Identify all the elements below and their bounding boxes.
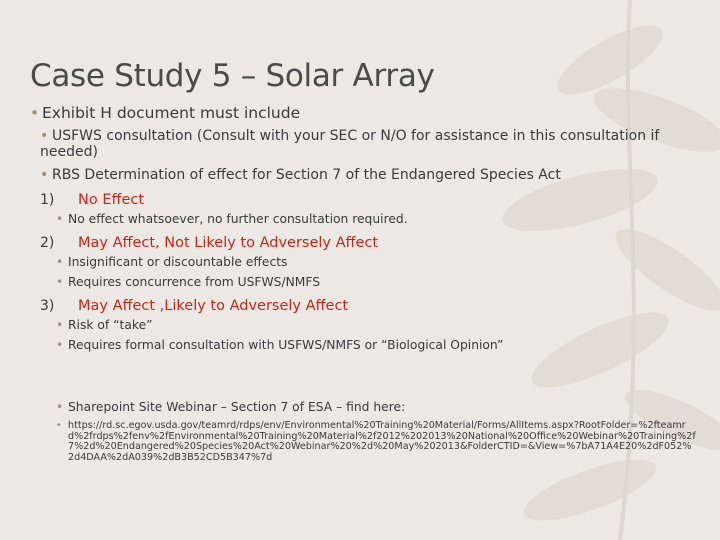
item-number: 2) xyxy=(40,235,55,251)
detail-text: Requires formal consultation with USFWS/NMFS or “Biological Opinion” xyxy=(68,338,504,352)
item-label: May Affect ,Likely to Adversely Affect xyxy=(78,298,349,314)
bullet-icon: • xyxy=(56,420,62,431)
detail-text: No effect whatsoever, no further consultation required. xyxy=(68,212,408,226)
bullet-icon: • xyxy=(56,255,64,269)
bullet-icon: • xyxy=(56,338,64,352)
bullet-icon: • xyxy=(56,318,64,332)
item-label: No Effect xyxy=(78,192,145,208)
slide-title: Case Study 5 – Solar Array xyxy=(30,58,435,94)
sub-bullet-usfws xyxy=(40,128,690,160)
bullet-icon: • xyxy=(40,128,49,144)
bullet-icon: • xyxy=(40,167,49,183)
sub-bullet-rbs xyxy=(40,167,561,183)
detail-text: Insignificant or discountable effects xyxy=(68,255,288,269)
numbered-item-2-detail xyxy=(56,275,320,289)
bullet-icon: • xyxy=(30,104,40,122)
webinar-text: Sharepoint Site Webinar – Section 7 of ESA – find here: xyxy=(68,400,406,414)
numbered-item-2-detail xyxy=(56,255,287,269)
item-number: 1) xyxy=(40,192,55,208)
sub-bullet-text: RBS Determination of effect for Section 7 of the Endangered Species Act xyxy=(52,167,561,183)
numbered-item-3 xyxy=(40,295,348,314)
bullet-icon: • xyxy=(56,212,64,226)
main-bullet-text: Exhibit H document must include xyxy=(42,104,301,122)
webinar-bullet xyxy=(56,400,405,414)
bullet-icon: • xyxy=(56,400,64,414)
main-bullet xyxy=(30,104,300,122)
bullet-icon: • xyxy=(56,275,64,289)
item-label: May Affect, Not Likely to Adversely Affect xyxy=(78,235,379,251)
sub-bullet-text: USFWS consultation (Consult with your SEC or N/O for assistance in this consultation if needed) xyxy=(40,128,660,160)
detail-text: Requires concurrence from USFWS/NMFS xyxy=(68,275,321,289)
numbered-item-3-detail xyxy=(56,338,503,352)
item-number: 3) xyxy=(40,298,55,314)
numbered-item-2 xyxy=(40,232,378,251)
detail-text: Risk of “take” xyxy=(68,318,153,332)
numbered-item-3-detail xyxy=(56,318,153,332)
numbered-item-1-detail xyxy=(56,212,408,226)
webinar-link-row xyxy=(56,421,696,463)
numbered-item-1 xyxy=(40,189,144,208)
webinar-link[interactable]: https://rd.sc.egov.usda.gov/teamrd/rdps/env/Environmental%20Training%20Material/Forms/AllItems.aspx?RootFolder=%2fteamrd%2frdps%2fenv%2fEnvironmental%20Training%20Material%2f2012%202013%20National%20Office%20Webinar%20Training%2f7%2d%20Endangered%20Species%20Act%20Webinar%20%2d%20May%202013&FolderCTID=&View=%7bA71A4E20%2dF052%2d4DAA%2dA039%2dB3B52CD5B347%7d xyxy=(68,420,696,463)
